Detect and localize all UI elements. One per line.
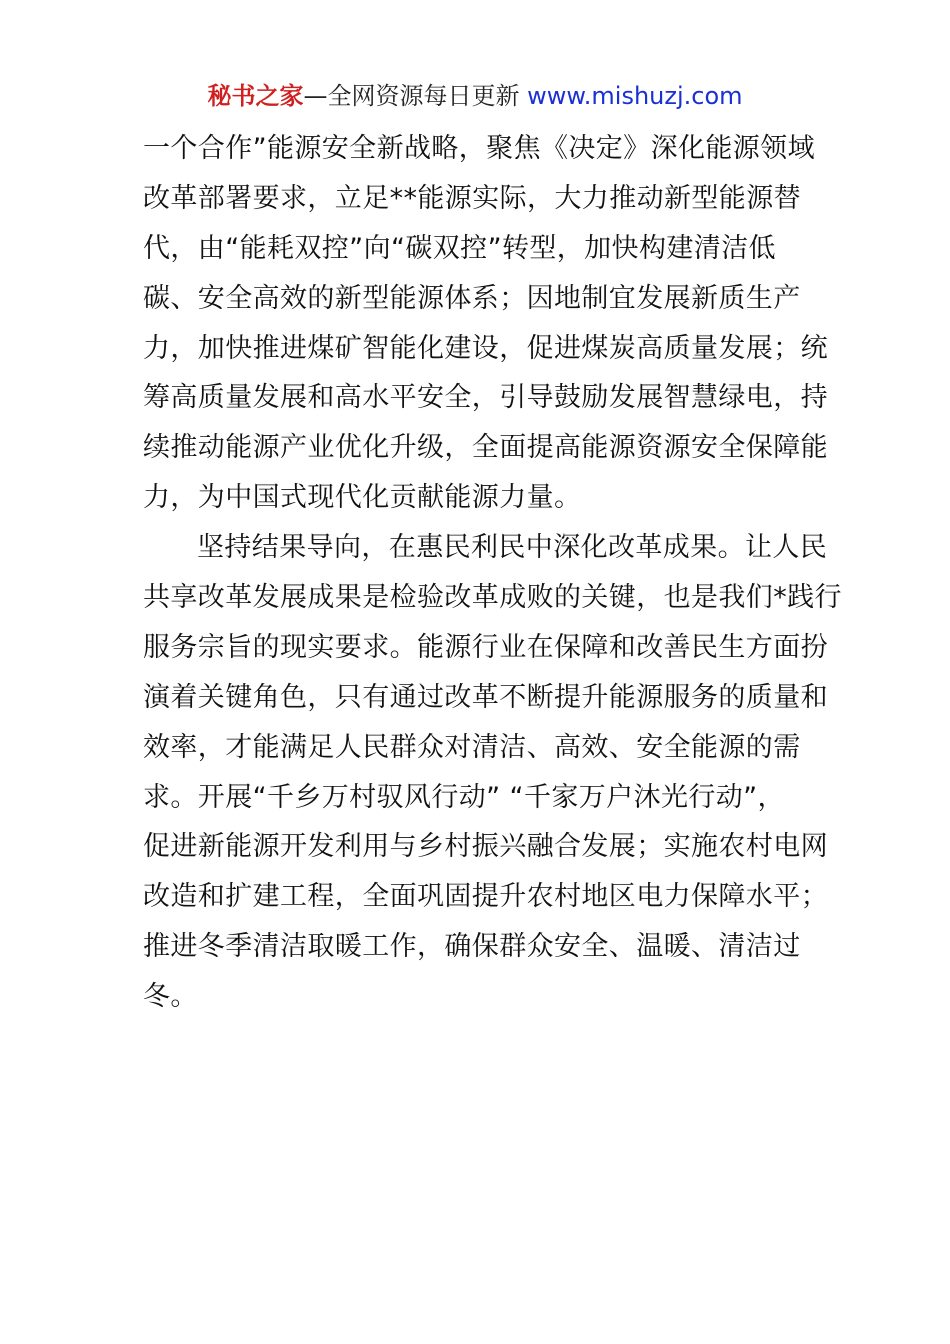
text-line: 一个合作”能源安全新战略，聚焦《决定》深化能源领域 bbox=[143, 133, 815, 164]
text-line: 改革部署要求，立足**能源实际，大力推动新型能源替 bbox=[143, 182, 801, 214]
site-tagline: —全网资源每日更新 bbox=[303, 82, 520, 110]
text-line: 筹高质量发展和高水平安全，引导鼓励发展智慧绿电，持 bbox=[143, 382, 828, 414]
text-line: 改造和扩建工程，全面巩固提升农村地区电力保障水平； bbox=[143, 881, 828, 913]
text-line: 促进新能源开发利用与乡村振兴融合发展；实施农村电网 bbox=[143, 831, 828, 863]
text-line: 服务宗旨的现实要求。能源行业在保障和改善民生方面扮 bbox=[143, 631, 828, 663]
text-line: 碳、安全高效的新型能源体系；因地制宜发展新质生产 bbox=[143, 282, 801, 314]
site-url-link[interactable]: www.mishuzj.com bbox=[527, 82, 743, 110]
site-header bbox=[0, 80, 950, 112]
paragraph-first-line: 坚持结果导向，在惠民利民中深化改革成果。让人民 bbox=[197, 532, 828, 564]
text-line: 效率，才能满足人民群众对清洁、高效、安全能源的需 bbox=[143, 731, 801, 763]
text-line: 求。开展“千乡万村驭风行动” “千家万户沐光行动”， bbox=[143, 781, 785, 813]
document-body bbox=[143, 124, 842, 1022]
text-line: 冬。 bbox=[143, 981, 198, 1013]
text-line: 推进冬季清洁取暖工作，确保群众安全、温暖、清洁过 bbox=[143, 931, 801, 963]
site-brand: 秘书之家 bbox=[207, 82, 304, 110]
text-line: 共享改革发展成果是检验改革成败的关键，也是我们*践行 bbox=[143, 582, 842, 614]
text-line: 力，加快推进煤矿智能化建设，促进煤炭高质量发展；统 bbox=[143, 332, 828, 364]
text-line: 续推动能源产业优化升级，全面提高能源资源安全保障能 bbox=[143, 432, 828, 464]
text-line: 演着关键角色，只有通过改革不断提升能源服务的质量和 bbox=[143, 681, 828, 713]
text-line: 力，为中国式现代化贡献能源力量。 bbox=[143, 482, 582, 514]
text-line: 代，由“能耗双控”向“碳双控”转型，加快构建清洁低 bbox=[143, 232, 776, 264]
